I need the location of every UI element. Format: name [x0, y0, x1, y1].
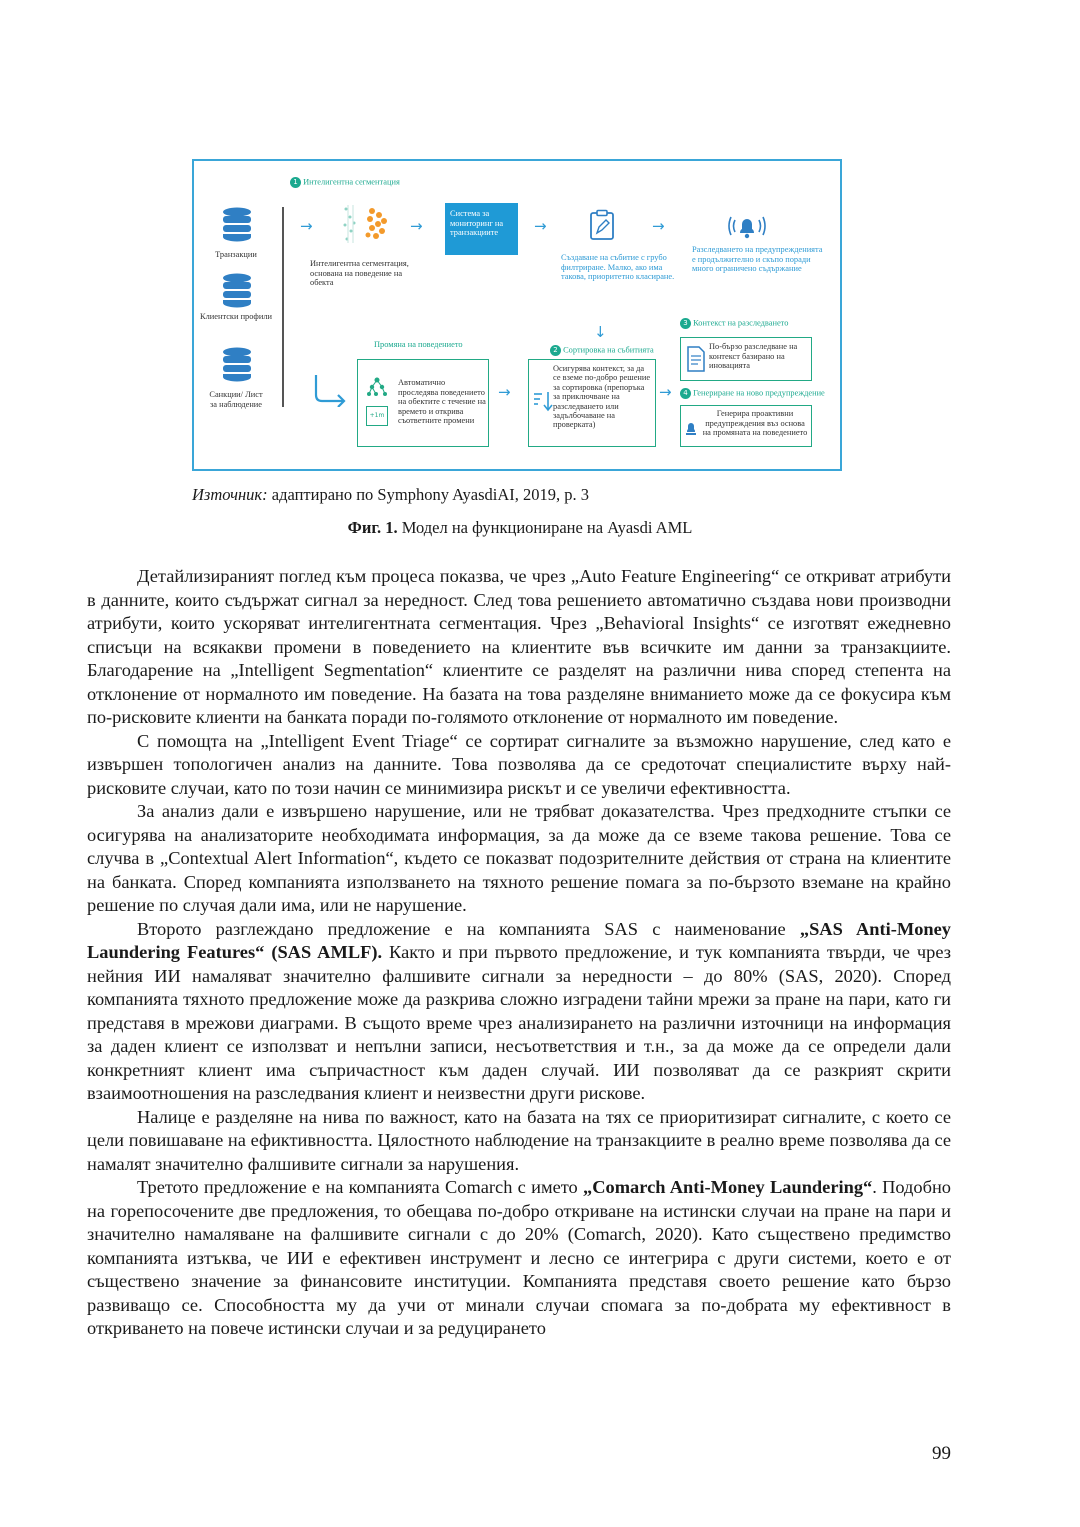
step3-number: 3: [680, 318, 691, 329]
behavior-change-box: [357, 359, 489, 447]
bell-alert-icon: [727, 211, 767, 241]
behavior-line4: времето и открива: [398, 406, 464, 416]
figure-caption: [0, 518, 1040, 538]
sort-down-icon: [533, 390, 553, 412]
figure-caption-text: Модел на функциониране на Ayasdi AML: [397, 518, 693, 537]
transactions-database-icon: [221, 207, 253, 243]
create-event-description: [561, 253, 681, 282]
paragraph-6-intro: Третото предложение е на компанията Comarch с името: [137, 1177, 584, 1197]
behavior-change-description: [398, 378, 488, 426]
source-profiles-label: Клиентски профили: [200, 312, 272, 321]
create-event-line1: Създаване на събитие с грубо: [561, 253, 667, 262]
step1-header: [290, 177, 400, 188]
context-line3: иновацията: [709, 361, 751, 371]
step4-header: [680, 388, 825, 399]
paragraph-2: С помощта на „Intelligent Event Triage“ се сортират сигналите за възможно нарушение, след като е извършен топологичен анализ на данните. Това позволява да се средоточат специалистите върху най-рисковите случаи, като по този начин се минимизира рискът и се увеличи ефективността.: [87, 730, 951, 798]
paragraph-1: Детайлизираният поглед към процеса показва, че чрез „Auto Feature Engineering“ се откриват атрибути в данните, които съдържат сигнал за нередност. След това решението автоматично създава нови производни атрибути, които ускоряват интелигентната сегментация. Чрез „Behavioral Insights“ се изготвят ежедневно списъци на всякакви промени в поведението на клиентите във всичките им данни за транзакциите. Благодарение на „Intelligent Segmentation“ клиентите се разделят на различни нива според степента на отклонение от нормалното им поведение. На базата на това разделяне вниманието може да се фокусира към по-рисковите клиенти на банката поради по-голямото отклонение от нормалното им поведение.: [87, 566, 951, 727]
investigation-line3: много ограничено съдържание: [692, 264, 802, 274]
step3-title: Контекст на разследването: [693, 318, 789, 328]
figure-ayasdi-aml: [192, 159, 842, 471]
step1-title: Интелигентна сегментация: [303, 177, 400, 187]
step2-number: 2: [550, 345, 561, 356]
create-event-line3: такова, приоритетно класиране.: [561, 272, 675, 282]
arrow-right-icon: →: [652, 217, 665, 235]
paragraph-6-rest: . Подобно на горепосочените две предложения, то обещава по-добро откриване на истински случаи на пране на пари и значително намаляване на фалшивите сигнали с до 20% (Comarch, 2020). Като съществено предимство компанията изтъква, че ИИ е ефективен инструмент и лесно се интегрира с други системи, което е от съществено значение за финансовите институции. Компанията представя своето решение като бързо развиващо се. Способността му да учи от минали случаи спомага за по-добрата му ефективност в откриването на повече истински случаи и за редуцирането: [87, 1177, 951, 1338]
paragraph-6: [87, 1176, 951, 1341]
sanctions-database-icon: [221, 347, 253, 383]
behavior-change-title: Промяна на поведението: [374, 340, 463, 349]
paragraph-4: [87, 918, 951, 1106]
paragraph-3: За анализ дали е извършено нарушение, или не трябват доказателства. Чрез предходните стъпки се осигурява на анализаторите необходимата информация, за да може да се вземе такова решение. Това се случва в „Contextual Alert Information“, където се показват подозрителните действия от страна на клиентите на банката. Според компанията използването на тяхното решение помага за по-бързото вземане на крайно решение по случая дали има, или не нарушение.: [87, 801, 951, 915]
new-alert-description: [697, 409, 813, 438]
comarch-product-name: „Comarch Anti-Money Laundering“: [583, 1177, 873, 1197]
document-icon: [686, 346, 706, 372]
triage-line7: проверката): [553, 420, 596, 430]
monitoring-line3: транзакциите: [450, 228, 499, 238]
triage-line5: разследването или: [553, 401, 619, 411]
monitoring-line2: мониторинг на: [450, 218, 504, 228]
source-transactions-label: Транзакции: [215, 250, 257, 259]
source-sanctions-label: [200, 390, 272, 409]
sources-divider: [282, 207, 284, 407]
source-sanctions-line1: Санкции/ Лист: [209, 390, 263, 399]
clipboard-icon: [589, 209, 615, 241]
triage-line3: за сортировка (препоръка: [553, 382, 645, 392]
alert-line3: на промяната на поведението: [702, 428, 808, 438]
return-arrow-icon: [312, 373, 348, 407]
monitoring-line1: Система за: [450, 209, 490, 218]
step2-header: [550, 345, 654, 356]
behavior-line3: на обектите с течение на: [398, 397, 486, 407]
segmentation-description: [310, 259, 430, 288]
arrow-right-icon: →: [659, 383, 672, 401]
investigation-description: [692, 245, 837, 274]
arrow-right-icon: →: [410, 217, 423, 235]
step4-title: Генериране на ново предупреждение: [693, 388, 825, 398]
triage-line4: за приключване на: [553, 392, 620, 402]
triage-line2: се вземе по-добро решение: [553, 373, 651, 383]
arrow-right-icon: →: [498, 383, 511, 401]
paragraph-4-rest: Както и при първото предложение, и тук компанията твърди, че чрез нейния ИИ намаляват значително фалшивите сигнали за нередности – до 80% (SAS, 2020). Според компанията тяхното предложение може да разкрива сложно изградени тайни мрежи за пране на пари, като ги представя в мрежови диаграми. В същото време чрез анализирането на различни източници на информация за даден клиент се използват и непълни записи, несъответствия и т.н., за да може да се определи дали конкретният клиент има съпричастност към даден случай. ИИ позволяват да се разкрият скрити взаимоотношения на разследвания клиент и неизвестни други рискове.: [87, 942, 951, 1103]
event-triage-description: [553, 364, 655, 430]
step2-title: Сортировка на събитията: [563, 345, 654, 355]
investigation-context-description: [709, 342, 811, 371]
investigation-context-box: [680, 337, 812, 381]
behavior-line1: Автоматично: [398, 378, 446, 387]
profiles-database-icon: [221, 273, 253, 309]
step1-number: 1: [290, 177, 301, 188]
paragraph-4-intro: Второто разглеждано предложение е на компанията SAS с наименование: [137, 918, 800, 939]
source-label: Източник:: [192, 485, 268, 504]
body-text: [87, 565, 951, 1341]
context-line2: контекст базирано на: [709, 351, 785, 361]
calendar-icon: +1m: [366, 406, 388, 426]
source-sanctions-line2: за наблюдение: [209, 399, 263, 409]
source-text: адаптирано по Symphony AyasdiAI, 2019, p. 3: [267, 485, 590, 504]
segmentation-line1: Интелигентна сегментация,: [310, 259, 409, 268]
new-alert-box: [680, 405, 812, 447]
page-number: 99: [932, 1443, 951, 1464]
arrow-right-icon: →: [534, 217, 547, 235]
sas-product-name: „SAS Anti-Money Laundering Features“ (SAS AMLF).: [87, 918, 951, 962]
figure-source: [192, 485, 589, 505]
triage-line1: Осигурява контекст, за да: [553, 364, 645, 373]
alert-line1: Генерира проактивни: [716, 409, 794, 418]
segmentation-dots-icon: [334, 199, 394, 247]
segmentation-line3: обекта: [310, 278, 334, 288]
context-line1: По-бързо разследване на: [709, 342, 798, 351]
investigation-line1: Разследването на предупрежденията: [692, 245, 823, 254]
monitoring-system-box: [445, 203, 518, 255]
behavior-line2: проследява поведението: [398, 387, 485, 397]
event-triage-box: [528, 359, 656, 447]
paragraph-5: Налице е разделяне на нива по важност, като на базата на тях се приоритизират сигналите, с което се цели повишаване на ефиктивността. Цялостното наблюдение на транзакциите в реално време позволява да се намалят значително фалшивите сигнали за нарушения.: [87, 1106, 951, 1174]
step3-header: [680, 318, 788, 329]
behavior-line5: съответните промени: [398, 416, 475, 426]
segmentation-line2: основана на поведение на: [310, 268, 403, 278]
step4-number: 4: [680, 388, 691, 399]
network-tree-icon: [366, 376, 388, 398]
small-bell-icon: [685, 422, 697, 436]
investigation-line2: е продължително и скъпо поради: [692, 254, 811, 264]
arrow-right-icon: →: [300, 217, 313, 235]
create-event-line2: филтриране. Малко, ако има: [561, 262, 663, 272]
alert-line2: предупреждения въз основа: [705, 418, 805, 428]
arrow-down-icon: ↓: [594, 323, 607, 341]
triage-line6: задълбочаване на: [553, 411, 616, 421]
figure-caption-label: Фиг. 1.: [347, 518, 398, 537]
